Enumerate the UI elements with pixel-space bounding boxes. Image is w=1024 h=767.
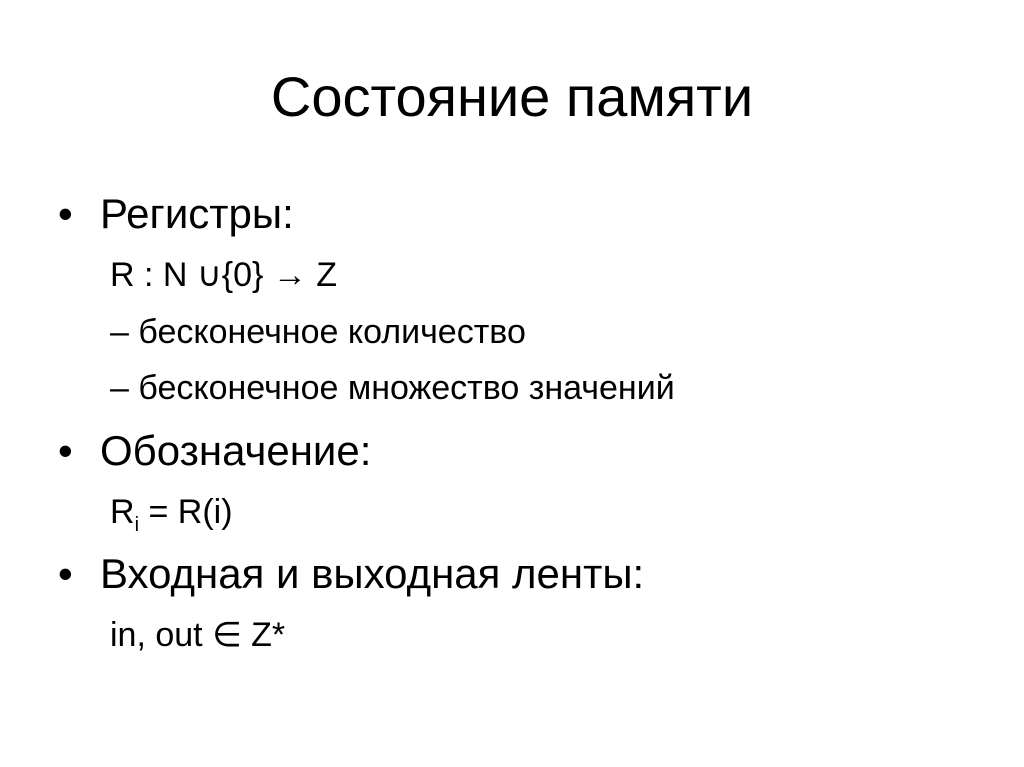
subitem-infinite-count: – бесконечное количество	[110, 313, 526, 351]
slide-title: Состояние памяти	[270, 65, 754, 128]
bullet-text-registers: Регистры:	[100, 190, 294, 237]
bullet-text-tapes: Входная и выходная ленты:	[100, 550, 645, 597]
bullet-icon: •	[58, 190, 73, 237]
bullet-text-notation: Обозначение:	[100, 427, 372, 474]
formula-base: R	[110, 493, 135, 531]
bullet-icon: •	[58, 427, 73, 474]
subitem-tapes-formula: in, out ∈ Z*	[110, 616, 286, 654]
subitem-register-mapping: R : N ∪{0} → Z	[110, 256, 338, 294]
formula-subscript: i	[134, 514, 140, 536]
formula-rest: = R(i)	[139, 493, 233, 531]
bullet-icon: •	[58, 550, 73, 597]
subitem-infinite-values: – бесконечное множество значений	[110, 369, 675, 407]
subitem-notation-formula	[110, 491, 233, 546]
